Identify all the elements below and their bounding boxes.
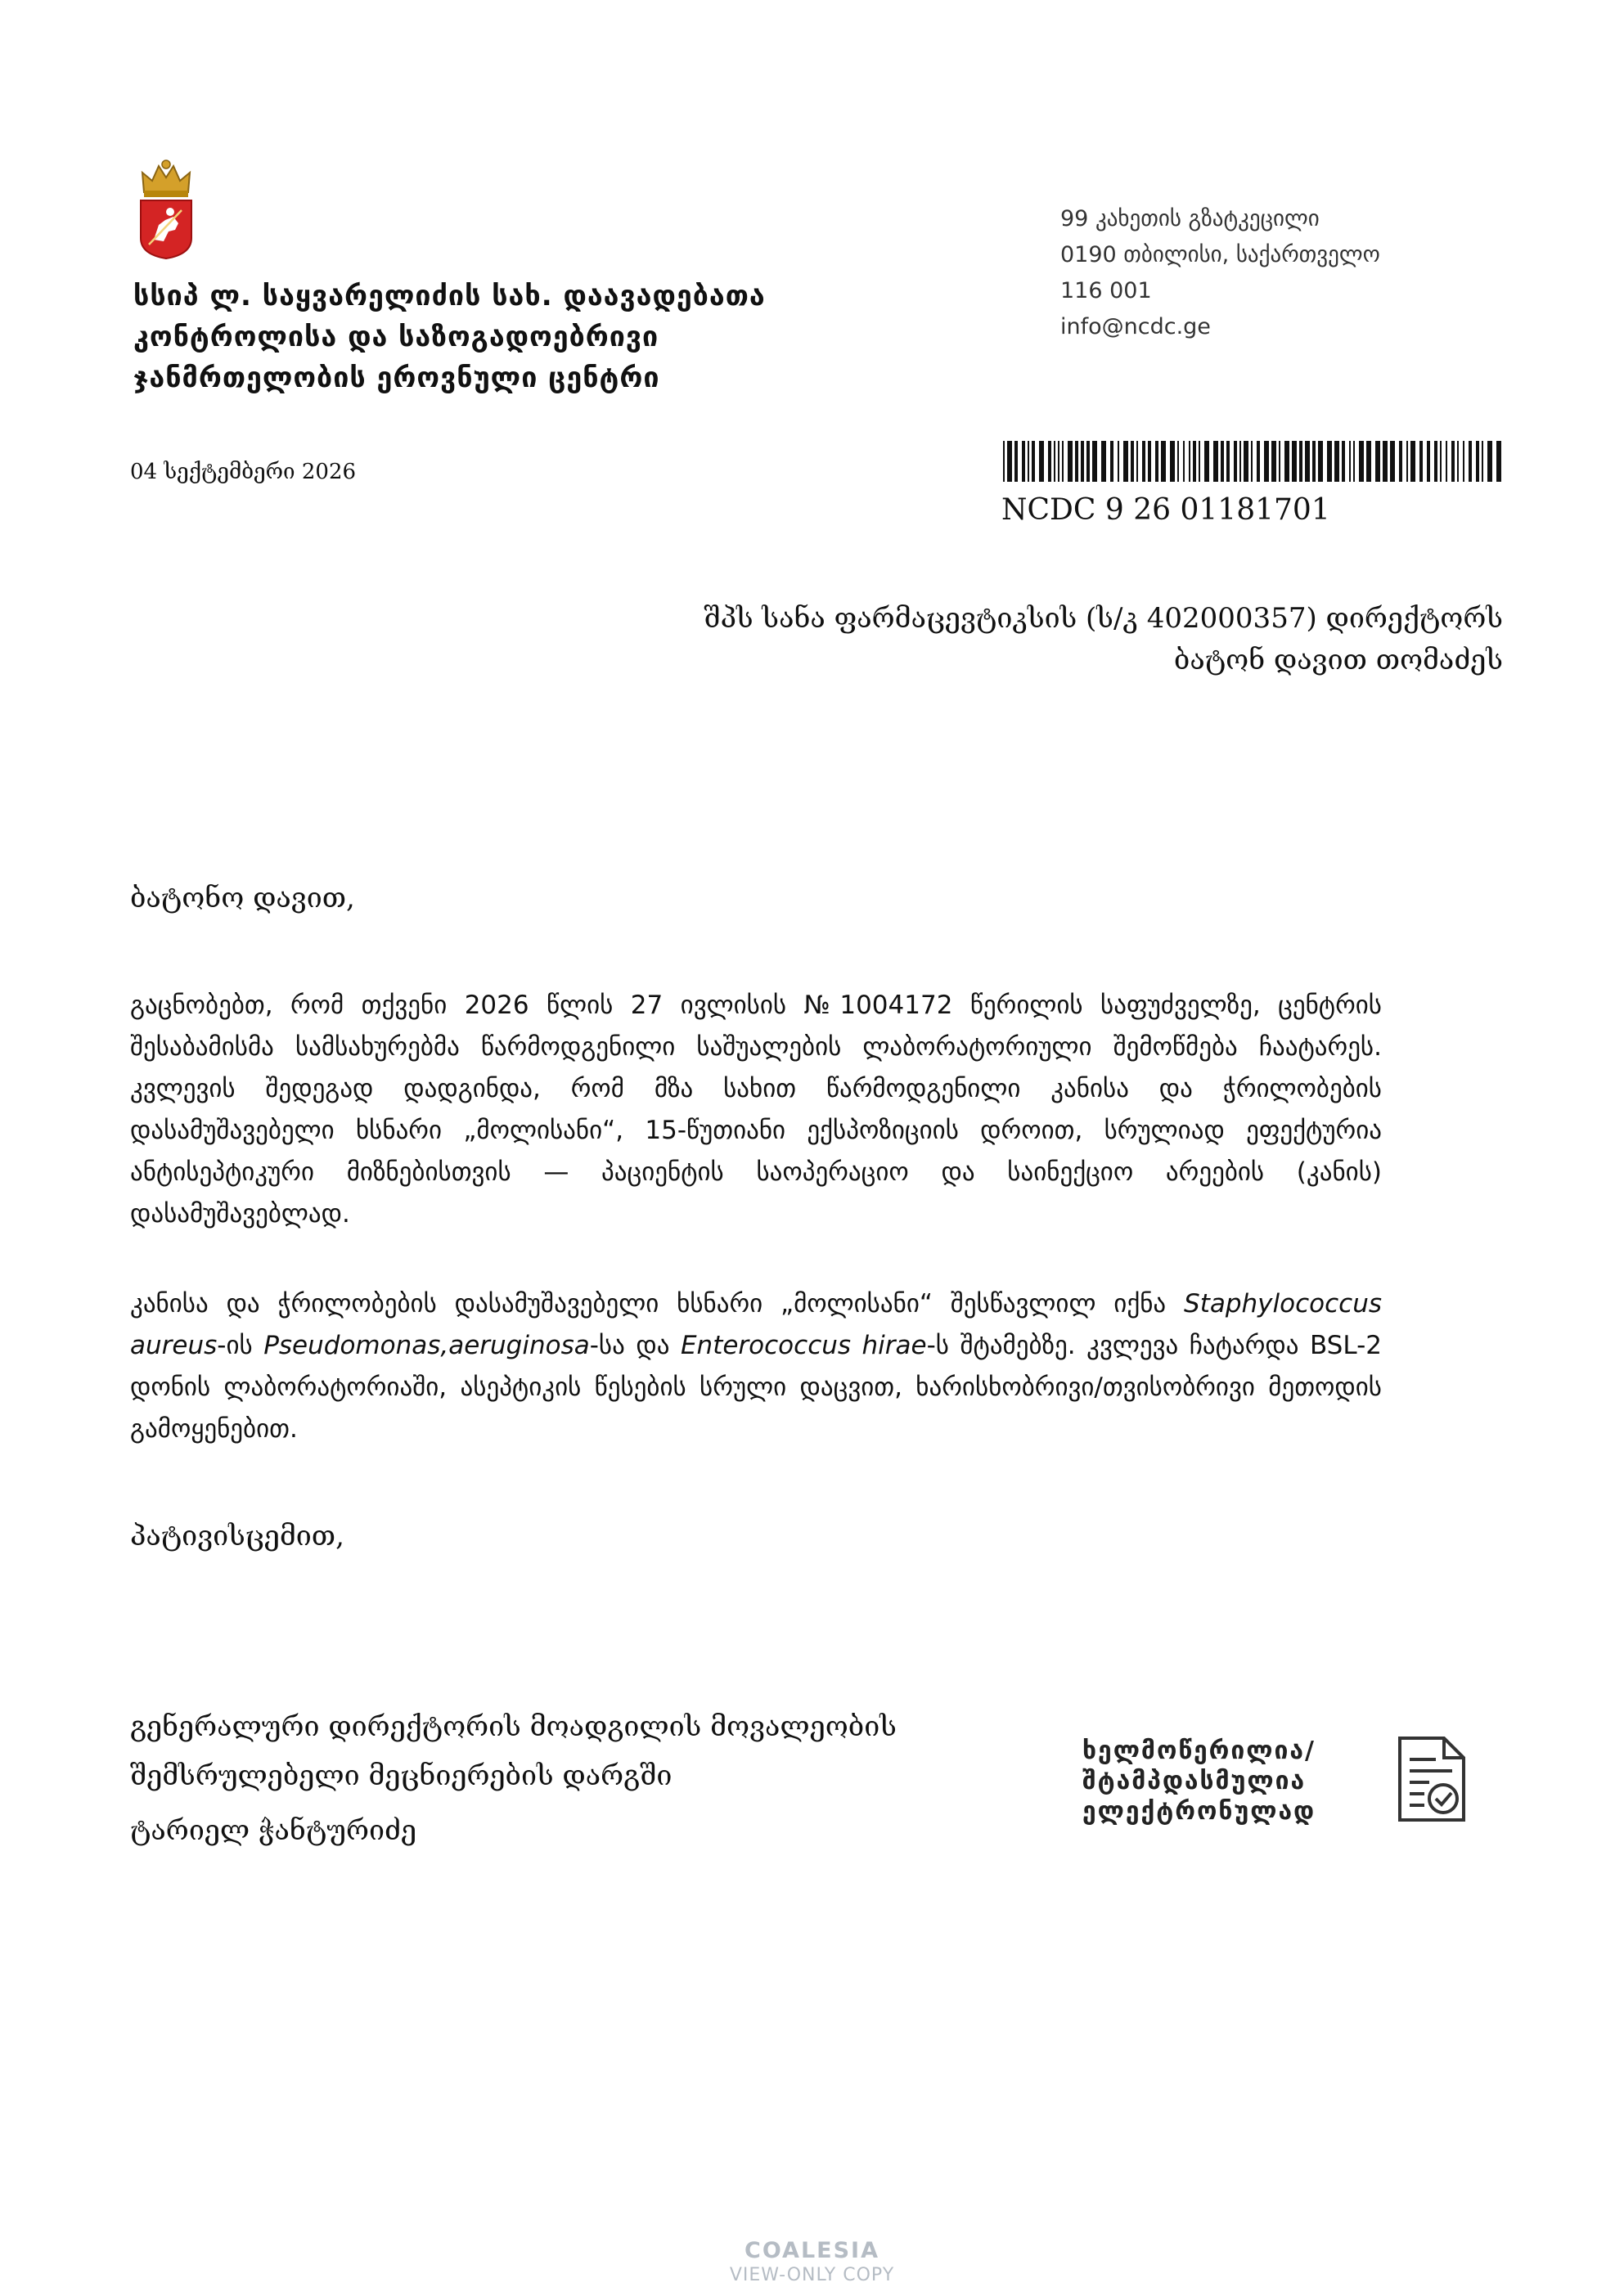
barcode-bar [1177, 441, 1179, 482]
barcode-bar [1342, 441, 1345, 482]
body-paragraph: გაცნობებთ, რომ თქვენი 2026 წლის 27 ივლისის №1004172 წერილის საფუძველზე, ცენტრის შესაბამისმა სამსახურებმა წარმოდგენილი საშუალების ლაბორატორიული შემოწმება ჩაატარეს. კვლევის შედეგად დადგინდა, რომ მზა სახით წარმოდგენილი კანისა და ჭრილობების დასამუშავებელი ხსნარი „მოლისანი“, 15-წუთიანი ექსპოზიციის დროით, სრულიად ეფექტურია ანტისეპტიკური მიზნებისთვის — პაციენტის საოპერაციო და საინექციო არეების (კანის) დასამუშავებლად. [130, 991, 1382, 1229]
barcode-bar [1440, 441, 1442, 482]
document-number: NCDC 9 26 01181701 [1001, 493, 1330, 527]
barcode-bar [1058, 441, 1059, 482]
signer-title: გენერალური დირექტორის მოადგილის მოვალეობის [130, 1710, 897, 1743]
barcode-bar [1419, 441, 1423, 482]
barcode-bar [1204, 441, 1209, 482]
barcode-bar [1457, 441, 1459, 482]
barcode-bar [1496, 441, 1501, 482]
barcode-bar [1003, 441, 1005, 482]
barcode-bar [1353, 441, 1355, 482]
signer-title: შემსრულებელი მეცნიერების დარგში [130, 1759, 673, 1792]
barcode-bar [1062, 441, 1064, 482]
organism-name: Enterococcus hirae [680, 1331, 927, 1360]
barcode-bar [1148, 441, 1151, 482]
org-name-line: კონტროლისა და საზოგადოებრივი [133, 321, 659, 353]
esign-line: ხელმოწერილია/ [1082, 1737, 1316, 1765]
barcode-bar [1092, 441, 1097, 482]
barcode-bar [1487, 441, 1492, 482]
barcode-bar [1234, 441, 1237, 482]
barcode-bar [1312, 441, 1316, 482]
barcode-bar [1068, 441, 1073, 482]
barcode-bar [1199, 441, 1200, 482]
watermark-subtitle: VIEW-ONLY COPY [729, 2265, 895, 2285]
org-name-line: ჯანმრთელობის ეროვნული ცენტრი [133, 362, 660, 394]
barcode-bar [1213, 441, 1218, 482]
barcode-bar [1048, 441, 1051, 482]
barcode-bar [1279, 441, 1280, 482]
paragraph-text: -ის [217, 1331, 264, 1360]
closing-phrase: პატივისცემით, [130, 1520, 344, 1552]
georgia-coat-of-arms-icon [136, 160, 196, 259]
document-date: 04 სექტემბერი 2026 [130, 460, 357, 484]
barcode-bar [1463, 441, 1464, 482]
barcode-bar [1292, 441, 1297, 482]
barcode-bar [1101, 441, 1106, 482]
barcode-bar [1110, 441, 1113, 482]
barcode-bar [1075, 441, 1078, 482]
barcode-bar [1131, 441, 1134, 482]
barcode-bar [1226, 441, 1230, 482]
barcode-bar [1123, 441, 1128, 482]
barcode-bar [1427, 441, 1430, 482]
barcode-bar [1284, 441, 1289, 482]
barcode-bar [1244, 441, 1248, 482]
barcode-bar [1136, 441, 1138, 482]
barcode-bar [1221, 441, 1224, 482]
barcode-bar [1299, 441, 1302, 482]
addressee-block [704, 598, 1503, 681]
address-city: 0190 თბილისი, საქართველო [1060, 242, 1380, 267]
barcode [1003, 441, 1502, 482]
barcode-bar [1390, 441, 1395, 482]
barcode-bar [1446, 441, 1447, 482]
barcode-bar [1366, 441, 1371, 482]
barcode-bar [1318, 441, 1323, 482]
organism-name: Staphylococcus aureus [130, 1289, 1382, 1360]
barcode-bar [1054, 441, 1055, 482]
watermark [0, 2238, 1624, 2285]
addressee-company: შპს სანა ფარმაცევტიკსის (ს/კ 402000357) დირექტორს [704, 602, 1503, 635]
barcode-bar [1028, 441, 1029, 482]
paragraph-text: -სა და [589, 1331, 681, 1360]
barcode-bar [1189, 441, 1190, 482]
paragraph-text: კანისა და ჭრილობების დასამუშავებელი ხსნარი „მოლისანი“ შესწავლილ იქნა [130, 1289, 1185, 1319]
barcode-bar [1032, 441, 1035, 482]
watermark-brand: COALESIA [745, 2238, 879, 2263]
organism-name: Pseudomonas,aeruginosa [263, 1331, 590, 1360]
barcode-bar [1118, 441, 1119, 482]
barcode-bar [1305, 441, 1310, 482]
barcode-bar [1239, 441, 1241, 482]
barcode-bar [1334, 441, 1339, 482]
barcode-bar [1375, 441, 1380, 482]
barcode-bar [1007, 441, 1012, 482]
organization-name [133, 276, 951, 398]
paragraph-text: -ს შტამებზე. კვლევა ჩატარდა BSL-2 დონის ლაბორატორიაში, ასეპტიკის წესების სრული დაცვით, ხარისხობრივი/თვისობრივი მეთოდის გამოყენებით. [130, 1331, 1382, 1444]
barcode-bar [1349, 441, 1351, 482]
barcode-bar [1264, 441, 1269, 482]
barcode-bar [1183, 441, 1185, 482]
barcode-bar [1271, 441, 1276, 482]
org-name-line: სსიპ ლ. საყვარელიძის სახ. დაავადებათა [133, 280, 766, 312]
barcode-bar [1482, 441, 1483, 482]
barcode-bar [1022, 441, 1025, 482]
barcode-bar [1155, 441, 1158, 482]
barcode-bar [1251, 441, 1253, 482]
address-street: 99 კახეთის გზატკეცილი [1060, 206, 1320, 231]
barcode-bar [1383, 441, 1388, 482]
barcode-bar [1081, 441, 1084, 482]
barcode-bar [1406, 441, 1408, 482]
barcode-bar [1410, 441, 1415, 482]
barcode-bar [1327, 441, 1332, 482]
barcode-bar [1359, 441, 1364, 482]
esign-line: ელექტრონულად [1082, 1797, 1316, 1826]
barcode-bar [1193, 441, 1196, 482]
body-paragraph [130, 1283, 1382, 1450]
addressee-name: ბატონ დავით თომაძეს [1173, 644, 1503, 676]
barcode-bar [1434, 441, 1437, 482]
signer-block [130, 1702, 897, 1855]
signed-document-check-icon [1397, 1735, 1467, 1823]
barcode-bar [1086, 441, 1090, 482]
salutation: ბატონო დავით, [130, 882, 355, 914]
email-address: info@ncdc.ge [1060, 314, 1211, 339]
barcode-bar [1161, 441, 1166, 482]
barcode-bar [1476, 441, 1479, 482]
contact-block [1060, 201, 1518, 345]
barcode-bar [1451, 441, 1455, 482]
phone-number: 116 001 [1060, 278, 1152, 303]
signer-name: ტარიელ ჭანტურიძე [130, 1814, 417, 1847]
barcode-bar [1039, 441, 1044, 482]
barcode-bar [1142, 441, 1145, 482]
esign-line: შტამპდასმულია [1082, 1767, 1307, 1795]
barcode-bar [1399, 441, 1402, 482]
electronic-signature-note [1082, 1736, 1316, 1826]
barcode-bar [1170, 441, 1175, 482]
barcode-bar [1469, 441, 1472, 482]
barcode-bar [1014, 441, 1018, 482]
barcode-bar [1257, 441, 1260, 482]
